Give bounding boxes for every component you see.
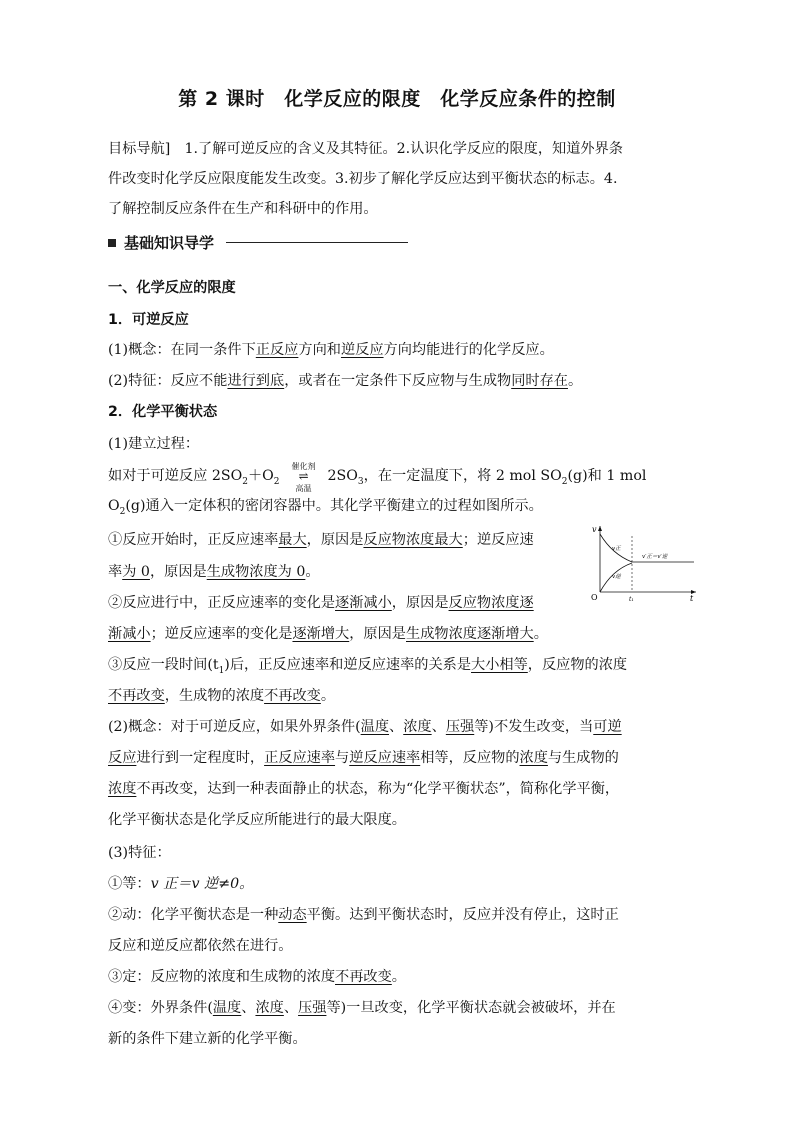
concept-line-2: 反应进行到一定程度时，正反应速率与逆反应速率相等，反应物的浓度与生成物的: [108, 750, 619, 766]
equal-label: v′正＝v′逆: [642, 554, 668, 560]
goals-line-1: 目标导航] 1.了解可逆反应的含义及其特征。2.认识化学反应的限度，知道外界条: [108, 141, 623, 157]
feature-equal: ①等：v 正＝v 逆≠0。: [108, 876, 254, 892]
v-axis-label: v: [592, 525, 597, 534]
step2-line-2: 渐减小；逆反应速率的变化是逐渐增大，原因是生成物浓度逐渐增大。: [108, 626, 548, 642]
goals-line-3: 了解控制反应条件在生产和科研中的作用。: [108, 201, 378, 217]
feature-dynamic-1: ②动：化学平衡状态是一种动态平衡。达到平衡状态时，反应并没有停止，这时正: [108, 907, 619, 923]
equilibrium-arrow: 催化剂 ⇌ 高温: [291, 462, 316, 493]
step3-line-2: 不再改变，生成物的浓度不再改变。: [108, 688, 336, 704]
feature-label: (3)特征：: [108, 845, 171, 861]
example-line-1: 如对于可逆反应 $2SO_2+O_2$ 催化剂 ⇌ 高温 $2SO_3$，在一定温度下，将 2 mol $SO_2(g)$和 1 mol: [108, 462, 647, 493]
step3-line-1: ③反应一段时间$(t_1)$后，正反应速率和逆反应速率的关系是大小相等，反应物的浓度: [108, 657, 628, 676]
concept-line-3: 浓度不再改变，达到一种表面静止的状态，称为“化学平衡状态”，简称化学平衡，: [108, 781, 620, 797]
feature-change-2: 新的条件下建立新的化学平衡。: [108, 1031, 307, 1047]
feature-change-1: ④变：外界条件(温度、浓度、压强等)一旦改变，化学平衡状态就会被破坏，并在: [108, 1000, 616, 1016]
square-bullet-icon: [108, 239, 116, 247]
feature-fixed: ③定：反应物的浓度和生成物的浓度不再改变。: [108, 969, 406, 985]
part1-heading: 一、化学反应的限度: [108, 280, 236, 296]
v-reverse-label: v逆: [612, 574, 621, 580]
example-line-2: $O_2(g)$通入一定体积的密闭容器中。其化学平衡建立的过程如图所示。: [108, 498, 543, 517]
process-label: (1)建立过程：: [108, 436, 200, 452]
reversible-feature: (2)特征：反应不能进行到底，或者在一定条件下反应物与生成物同时存在。: [108, 373, 583, 389]
goals-line-2: 件改变时化学反应限度能发生改变。3.初步了解化学反应达到平衡状态的标志。4.: [108, 171, 618, 187]
t-axis-label: t: [690, 594, 694, 602]
step1-line-1: ①反应开始时，正反应速率最大，原因是反应物浓度最大；逆反应速: [108, 532, 534, 548]
v-forward-label: v正: [612, 546, 621, 552]
rate-time-graph: [590, 522, 700, 602]
reversible-concept: (1)概念：在同一条件下正反应方向和逆反应方向均能进行的化学反应。: [108, 342, 554, 358]
section-rule: [226, 242, 408, 243]
v-axis-arrow-icon: [598, 526, 602, 531]
equilibrium-heading: 2．化学平衡状态: [108, 404, 218, 420]
reversible-heading: 1．可逆反应: [108, 312, 189, 328]
feature-dynamic-2: 反应和逆反应都依然在进行。: [108, 938, 293, 954]
section-label: 基础知识导学: [124, 234, 215, 252]
t1-label: t₁: [629, 596, 634, 602]
concept-line-4: 化学平衡状态是化学反应所能进行的最大限度。: [108, 812, 406, 828]
concept-line-1: (2)概念：对于可逆反应，如果外界条件(温度、浓度、压强等)不发生改变，当可逆: [108, 719, 622, 735]
section-header: [108, 232, 408, 253]
step2-line-1: ②反应进行中，正反应速率的变化是逐渐减小，原因是反应物浓度逐: [108, 595, 534, 611]
page-title: 第 2 课时 化学反应的限度 化学反应条件的控制: [178, 88, 616, 110]
origin-label: O: [591, 593, 598, 602]
step1-line-2: 率为 0，原因是生成物浓度为 0。: [108, 564, 320, 580]
